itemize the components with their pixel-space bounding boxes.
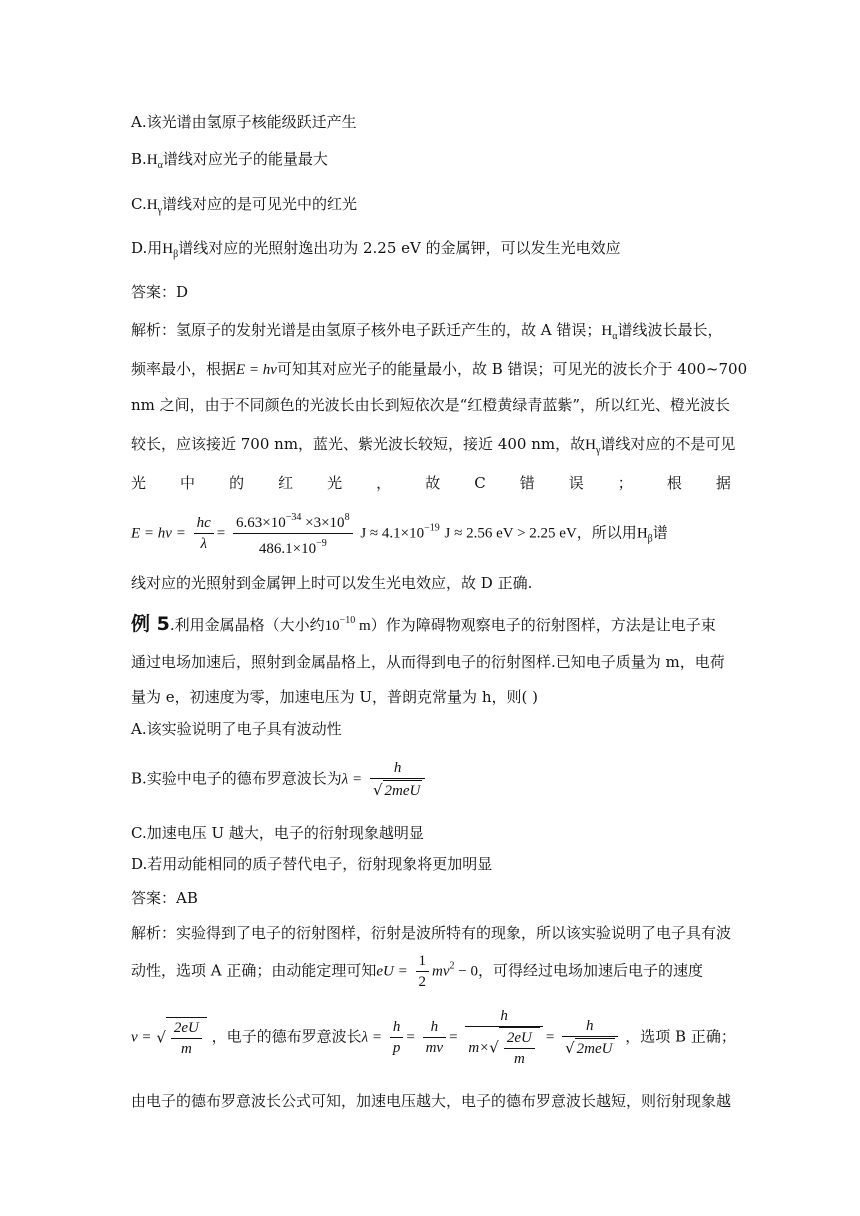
q5-option-d: D.若用动能相同的质子替代电子，衍射现象将更加明显	[131, 855, 493, 873]
h-gamma-symbol: H	[585, 437, 596, 453]
analysis-q4-line-4	[131, 433, 735, 462]
energy-result: J ≈ 4.1×10	[360, 525, 425, 542]
analysis-q4-line-1	[131, 319, 722, 348]
answer-q4-text: 答案：D	[131, 283, 189, 301]
analysis-q4-text: 较长，应该接近 700 nm，蓝光、紫光波长较短，接近 400 nm，故	[131, 435, 586, 453]
energy-formula: E = hν	[236, 362, 277, 378]
example-5-line-1: 例 5.利用金属晶格（大小约$10^{-10}$ m）作为障碍物观察电子的衍射图样，方法是让电子束	[131, 613, 716, 635]
justified-char: 根	[666, 474, 682, 492]
de-broglie-fraction: $\frac{h}{\text{√ 2meU}}$	[370, 758, 425, 801]
energy-comparison: J ≈ 2.56 eV > 2.25 eV	[444, 525, 577, 542]
analysis-q4-line-3	[131, 394, 730, 416]
h-beta-subscript: β	[173, 249, 179, 260]
analysis-q4-text: 可知其对应光子的能量最小，故 B 错误；可见光的波长介于 400~700	[276, 360, 748, 378]
numeric-numerator: $6.63\times 10^{-34} \times 3\times 10^8$	[233, 508, 353, 534]
q5-option-a: A.该实验说明了电子具有波动性	[131, 720, 342, 738]
nested-fraction: h m×√ $\frac{2eU}{m}$	[465, 1006, 543, 1069]
option-a	[131, 111, 357, 133]
q5-option-c: C.加速电压 U 越大，电子的衍射现象越明显	[131, 824, 424, 842]
analysis-q4-line-2	[131, 358, 747, 381]
numeric-denominator: $486.1\times 10^{-9}$	[258, 538, 327, 557]
option-b-prefix: B.	[131, 150, 147, 168]
numeric-fraction	[233, 508, 353, 559]
justified-char: 误	[568, 474, 584, 492]
analysis-q4-line-7	[131, 572, 532, 594]
h-beta-symbol: H	[636, 525, 648, 542]
analysis-q5-line-4: 由电子的德布罗意波长公式可知，加速电压越大，电子的德布罗意波长越短，则衍射现象越	[131, 1092, 732, 1110]
option-c-prefix: C.	[131, 195, 147, 213]
analysis-q4-text: 谱线波长最长，	[617, 321, 723, 339]
h-beta-symbol: H	[162, 241, 174, 257]
velocity-sqrt: √ $\frac{2eU}{m}$	[156, 1017, 207, 1059]
justified-char: 的	[229, 474, 245, 492]
h-gamma-subscript: γ	[157, 205, 162, 216]
sqrt-symbol: √ 2meU	[372, 780, 421, 799]
analysis-q4-text: 谱线对应的不是可见	[600, 435, 736, 453]
analysis-q5-line-3: v = √ $\frac{2eU}{m}$ ，电子的德布罗意波长λ = $\frac{h}{p}$ = $\frac{h}{mv}$ = h m×√ $\frac{2eU}{m}$ = $\frac{h}{\text{√ 2meU}}$ ，选项 B 正确；	[131, 1008, 736, 1067]
analysis-q4-text: 解析：氢原子的发射光谱是由氢原子核外电子跃迁产生的，故 A 错误；	[131, 321, 602, 339]
option-a-text: A.该光谱由氢原子核能级跃迁产生	[131, 113, 357, 131]
justified-char: 光	[131, 474, 147, 492]
example-label: 例 5	[131, 613, 170, 635]
answer-q4	[131, 281, 188, 303]
option-d-prefix: D.用	[131, 239, 163, 257]
option-d-text: 谱线对应的光照射逸出功为 2.25 eV 的金属钾，可以发生光电效应	[178, 239, 621, 257]
h-gamma-symbol: H	[146, 197, 158, 213]
h-alpha-subscript: α	[612, 331, 618, 342]
option-c	[131, 193, 357, 222]
h-alpha-symbol: H	[601, 323, 613, 339]
justified-char: 故	[425, 474, 441, 492]
analysis-q5-line-1: 解析：实验得到了电子的衍射图样，衍射是波所特有的现象，所以该实验说明了电子具有波	[131, 924, 732, 942]
analysis-q4-line-5	[131, 472, 731, 494]
justified-char: ；	[617, 474, 633, 492]
hc-over-lambda-fraction: $\frac{hc}{\lambda}$	[194, 513, 214, 554]
example-5-line-3: 量为 e，初速度为零，加速电压为 U，普朗克常量为 h，则( )	[131, 688, 538, 706]
example-5-line-2: 通过电场加速后，照射到金属晶格上，从而得到电子的衍射图样.已知电子质量为 m，电荷	[131, 653, 725, 671]
answer-q5: 答案：AB	[131, 889, 198, 907]
justified-char: 错	[519, 474, 535, 492]
option-b-text: 谱线对应光子的能量最大	[162, 150, 328, 168]
energy-calculation-line: E = hν = $\frac{hc}{\lambda}$ = $\frac{6.63\times 10^{-34} \times 3\times 10^8}{486.1\times 10^{-9}}$ $J \approx 4.1\times 10^{-19}$ J ≈ 2.56 eV > 2.25 eV，所以用$H_\beta$谱	[131, 508, 668, 559]
justified-char: ，	[376, 474, 392, 492]
justified-char: C	[474, 474, 486, 492]
option-d	[131, 237, 621, 266]
half-fraction: $\frac{1}{2}$	[416, 951, 430, 992]
justified-char: 光	[327, 474, 343, 492]
h-alpha-subscript: α	[157, 160, 163, 171]
justified-char: 中	[180, 474, 196, 492]
h-gamma-subscript: γ	[595, 445, 601, 456]
justified-char: 红	[278, 474, 294, 492]
analysis-q4-text: 频率最小，根据	[131, 360, 237, 378]
analysis-q5-line-2: 动性，选项 A 正确；由动能定理可知eU = $\frac{1}{2}$ $mv^2 - 0$，可得经过电场加速后电子的速度	[131, 953, 704, 990]
analysis-q4-text: 线对应的光照射到金属钾上时可以发生光电效应，故 D 正确.	[131, 574, 533, 592]
justified-char: 据	[715, 474, 731, 492]
analysis-q4-text: nm 之间，由于不同颜色的光波长由长到短依次是“红橙黄绿青蓝紫”，所以红光、橙光波长	[131, 396, 730, 414]
option-b	[131, 148, 328, 177]
h-alpha-symbol: H	[146, 152, 158, 168]
option-c-text: 谱线对应的是可见光中的红光	[161, 195, 357, 213]
energy-formula-lhs: E = hν =	[131, 525, 186, 542]
q5-option-b: B.实验中电子的德布罗意波长为λ = $\frac{h}{\text{√ 2meU}}$	[131, 758, 428, 801]
